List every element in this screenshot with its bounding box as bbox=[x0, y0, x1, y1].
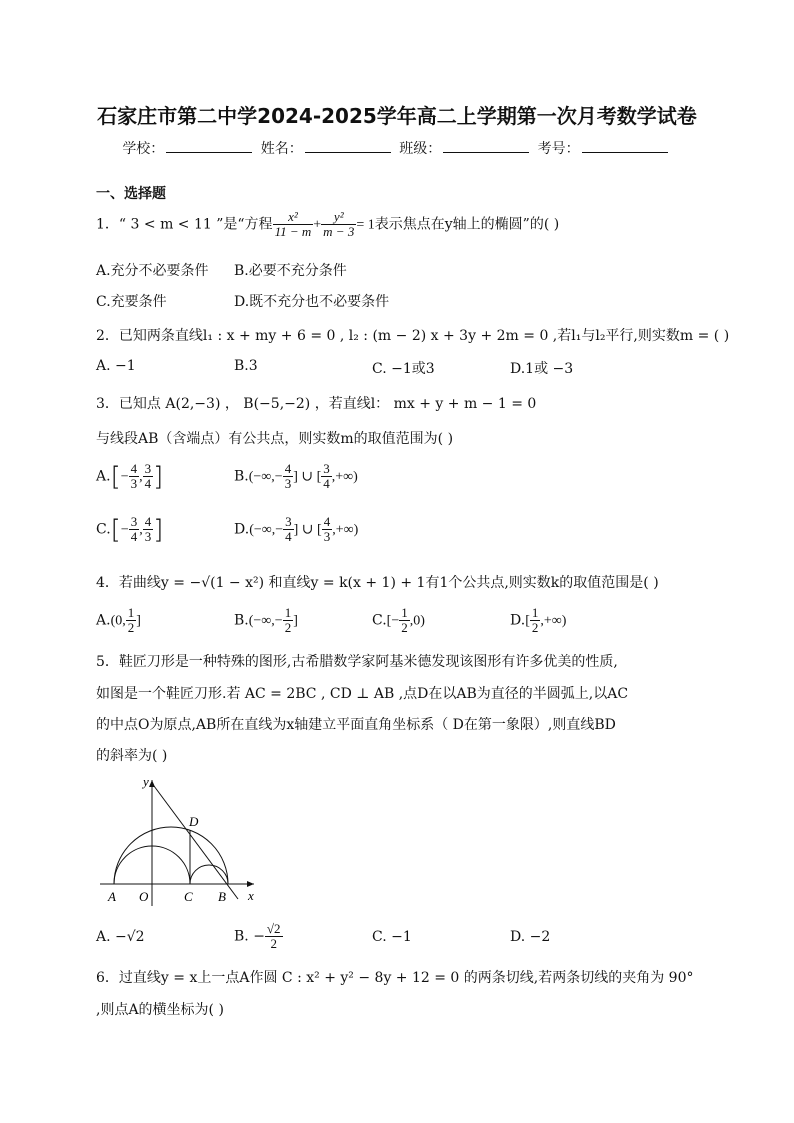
label-y: y bbox=[143, 774, 149, 789]
option-c: C.[− $\frac{3}{4}$ , $\frac{4}{3}$ ] bbox=[96, 514, 164, 545]
question-number: 3． bbox=[96, 396, 119, 412]
option-c: C. −1 bbox=[372, 929, 412, 945]
question-1: 1．“ 3 < m < 11 ”是“方程 $\frac{\text{x²}}{11 - m}$ + $\frac{\text{y²}}{m - 3}$ = 1表示焦点在y轴上的椭圆”的( ) bbox=[96, 209, 560, 239]
option-d: D. −2 bbox=[510, 929, 551, 945]
question-text: 过直线y = x上一点A作圆 C : x² + y² − 8y + 12 = 0 的两条切线,若两条切线的夹角为 90° bbox=[118, 970, 694, 986]
semicircle-ab bbox=[114, 827, 228, 884]
option-b: B.3 bbox=[234, 358, 258, 374]
line-bd bbox=[154, 786, 238, 899]
option-c: C.充要条件 bbox=[96, 294, 167, 310]
label-a: A bbox=[108, 889, 116, 904]
option-b: B. − $\frac{√2}{2}$ bbox=[234, 921, 281, 951]
question-5 bbox=[96, 651, 618, 671]
option-b: B.(−∞,− $\frac{1}{2}$ ] bbox=[234, 605, 298, 635]
question-number: 6． bbox=[96, 970, 119, 986]
section-title: 一、选择题 bbox=[96, 186, 166, 202]
class-label: 班级： bbox=[399, 141, 442, 157]
class-blank bbox=[443, 140, 529, 153]
exam-no-label: 考号： bbox=[537, 141, 580, 157]
name-blank bbox=[305, 140, 391, 153]
option-d: D.1或 −3 bbox=[510, 361, 574, 377]
option-a: A.(0, $\frac{1}{2}$ ] bbox=[96, 605, 141, 635]
question-number: 2． bbox=[96, 328, 119, 344]
name-label: 姓名： bbox=[260, 141, 303, 157]
question-text: 若曲线y = −√(1 − x²) 和直线y = k(x + 1) + 1有1个公共点,则实数k的取值范围是( ) bbox=[118, 575, 659, 591]
fraction-x: $\frac{\text{x²}}{11 - m}$ bbox=[274, 209, 312, 239]
question-number: 5． bbox=[96, 654, 119, 670]
option-c: C.[− $\frac{1}{2}$ ,0) bbox=[372, 605, 425, 635]
option-d: D.既不充分也不必要条件 bbox=[234, 294, 390, 310]
option-c: C. −1或3 bbox=[372, 361, 435, 377]
option-a: A.[− $\frac{4}{3}$ , $\frac{3}{4}$ ] bbox=[96, 461, 164, 492]
question-text: “ 3 < m < 11 ”是“方程 bbox=[118, 216, 273, 233]
question-6-line2: ,则点A的横坐标为( ) bbox=[96, 1002, 224, 1018]
question-5-line3: 的中点O为原点,AB所在直线为x轴建立平面直角坐标系（ D在第一象限）,则直线BD bbox=[96, 717, 616, 733]
student-info-row bbox=[0, 138, 794, 158]
option-b: B.(−∞,− $\frac{4}{3}$ ] ∪ [ $\frac{3}{4}$ ,+∞) bbox=[234, 461, 358, 491]
question-text: 已知点 A(2,−3) ， B(−5,−2) ，若直线l： mx + y + m − 1 = 0 bbox=[118, 396, 537, 412]
question-number: 1． bbox=[96, 216, 119, 233]
exam-no-blank bbox=[582, 140, 668, 153]
label-o: O bbox=[139, 889, 149, 904]
question-text: 已知两条直线l₁ : x + my + 6 = 0 , l₂ : (m − 2) x + 3y + 2m = 0 ,若l₁与l₂平行,则实数m = ( ) bbox=[118, 328, 730, 344]
option-a: A. −1 bbox=[96, 358, 136, 374]
question-4 bbox=[96, 572, 659, 592]
school-label: 学校： bbox=[122, 141, 165, 157]
option-a: A. −√2 bbox=[96, 929, 145, 945]
question-2 bbox=[96, 325, 729, 345]
option-d: D.(−∞,− $\frac{3}{4}$ ] ∪ [ $\frac{4}{3}$ ,+∞) bbox=[234, 514, 359, 544]
question-text: 表示焦点在y轴上的椭圆”的( ) bbox=[374, 216, 560, 233]
question-5-line4: 的斜率为( ) bbox=[96, 748, 168, 764]
option-a: A.充分不必要条件 bbox=[96, 263, 209, 279]
label-b: B bbox=[218, 889, 226, 904]
fraction-y: $\frac{\text{y²}}{m - 3}$ bbox=[323, 209, 355, 239]
question-3 bbox=[96, 393, 536, 413]
exam-title: 石家庄市第二中学2024-2025学年高二上学期第一次月考数学试卷 bbox=[97, 104, 697, 128]
label-d: D bbox=[189, 814, 199, 829]
semicircle-cb bbox=[190, 865, 228, 884]
option-b: B.必要不充分条件 bbox=[234, 263, 347, 279]
question-3-line2: 与线段AB（含端点）有公共点，则实数m的取值范围为( ) bbox=[96, 431, 454, 447]
question-text: 鞋匠刀形是一种特殊的图形,古希腊数学家阿基米德发现该图形有许多优美的性质, bbox=[118, 654, 618, 670]
question-5-line2: 如图是一个鞋匠刀形.若 AC = 2BC , CD ⊥ AB ,点D在以AB为直径的半圆弧上,以AC bbox=[96, 686, 629, 702]
option-d: D.[ $\frac{1}{2}$ ,+∞) bbox=[510, 605, 567, 635]
shoemaker-knife-figure bbox=[96, 770, 272, 910]
question-6 bbox=[96, 967, 694, 987]
x-axis-arrow bbox=[247, 881, 254, 887]
label-x: x bbox=[248, 888, 254, 903]
label-c: C bbox=[184, 889, 193, 904]
question-number: 4． bbox=[96, 575, 119, 591]
school-blank bbox=[166, 140, 252, 153]
